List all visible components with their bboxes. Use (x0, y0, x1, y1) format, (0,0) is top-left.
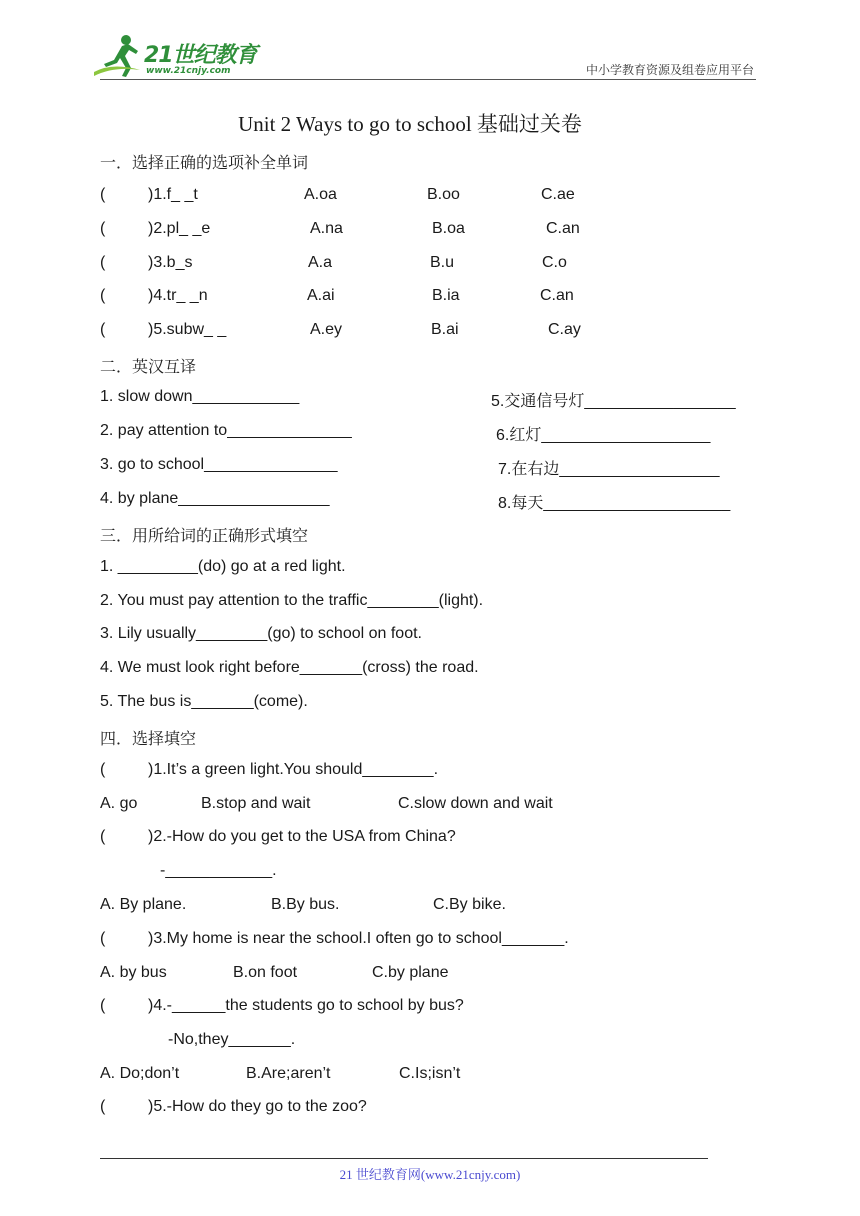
option-c: C.an (540, 287, 574, 304)
answer-paren: ( (100, 287, 106, 304)
answer-paren: ( (100, 220, 106, 237)
answer-paren: ( (100, 186, 106, 203)
answer-paren: ( (100, 761, 106, 778)
question-stem: )3.My home is near the school.I often go to school_______. (148, 930, 569, 947)
question-stem: )5.-How do they go to the zoo? (148, 1098, 367, 1115)
option-a: A. by bus (100, 964, 167, 981)
option-c: C.Is;isn’t (399, 1065, 461, 1082)
fill-blank-item: 1. _________(do) go at a red light. (100, 558, 346, 575)
answer-paren: ( (100, 997, 106, 1014)
option-b: B.stop and wait (201, 795, 311, 812)
question-stem: )1.f_ _t (148, 186, 198, 203)
question-stem: )3.b_s (148, 254, 193, 271)
option-b: B.oo (427, 186, 460, 203)
option-b: B.ai (431, 321, 459, 338)
option-a: A.ey (310, 321, 343, 338)
header-platform-text: 中小学教育资源及组卷应用平台 (585, 63, 754, 77)
translation-item: 1. slow down____________ (100, 388, 300, 405)
question-stem: )5.subw_ _ (148, 321, 227, 338)
section2-heading: 二．英汉互译 (100, 357, 197, 376)
section1-heading: 一．选择正确的选项补全单词 (100, 153, 309, 172)
fill-blank-item: 5. The bus is_______(come). (100, 693, 308, 710)
option-b: B.Are;aren’t (246, 1065, 331, 1082)
page-title: Unit 2 Ways to go to school 基础过关卷 (238, 112, 582, 136)
fill-blank-item: 4. We must look right before_______(cross) the road. (100, 659, 479, 676)
section4-heading: 四．选择填空 (100, 729, 197, 748)
footer-link[interactable]: 21 世纪教育网(www.21cnjy.com) (339, 1167, 521, 1182)
question-stem: )1.It’s a green light.You should________. (148, 761, 439, 778)
translation-item: 4. by plane_________________ (100, 490, 330, 507)
option-b: B.on foot (233, 964, 298, 981)
option-a: A.ai (307, 287, 335, 304)
answer-paren: ( (100, 1098, 106, 1115)
option-a: A.oa (304, 186, 337, 203)
translation-item: 3. go to school_______________ (100, 456, 338, 473)
option-a: A.na (310, 220, 343, 237)
fill-blank-item: 2. You must pay attention to the traffic________(light). (100, 592, 484, 609)
answer-line: -____________. (160, 862, 277, 879)
footer-divider (100, 1158, 708, 1159)
option-b: B.u (430, 254, 455, 271)
option-b: B.By bus. (271, 896, 340, 913)
question-stem: )4.tr_ _n (148, 287, 208, 304)
runner-logo-icon (92, 32, 144, 80)
option-a: A. go (100, 795, 138, 812)
option-b: B.oa (432, 220, 465, 237)
answer-paren: ( (100, 321, 106, 338)
question-stem: )4.-______the students go to school by bus? (148, 997, 464, 1014)
question-stem: )2.-How do you get to the USA from China? (148, 828, 456, 845)
answer-line: -No,they_______. (168, 1031, 296, 1048)
header-divider (100, 79, 756, 80)
option-c: C.ay (548, 321, 581, 338)
option-c: C.By bike. (433, 896, 506, 913)
translation-item: 8.每天_____________________ (498, 495, 731, 512)
option-c: C.an (546, 220, 580, 237)
option-a: A.a (308, 254, 333, 271)
option-c: C.slow down and wait (398, 795, 553, 812)
translation-item: 2. pay attention to______________ (100, 422, 352, 439)
translation-item: 7.在右边__________________ (498, 461, 720, 478)
option-c: C.ae (541, 186, 575, 203)
option-a: A. Do;don’t (100, 1065, 180, 1082)
option-a: A. By plane. (100, 896, 187, 913)
translation-item: 5.交通信号灯_________________ (491, 393, 736, 410)
logo-wordmark: 21世纪教育 (144, 43, 257, 68)
section3-heading: 三．用所给词的正确形式填空 (100, 526, 309, 545)
translation-item: 6.红灯___________________ (496, 427, 711, 444)
question-stem: )2.pl_ _e (148, 220, 211, 237)
fill-blank-item: 3. Lily usually________(go) to school on foot. (100, 625, 422, 642)
logo-url: www.21cnjy.com (146, 66, 231, 76)
answer-paren: ( (100, 828, 106, 845)
answer-paren: ( (100, 254, 106, 271)
option-b: B.ia (432, 287, 460, 304)
site-logo (92, 32, 262, 82)
option-c: C.o (542, 254, 567, 271)
answer-paren: ( (100, 930, 106, 947)
option-c: C.by plane (372, 964, 449, 981)
